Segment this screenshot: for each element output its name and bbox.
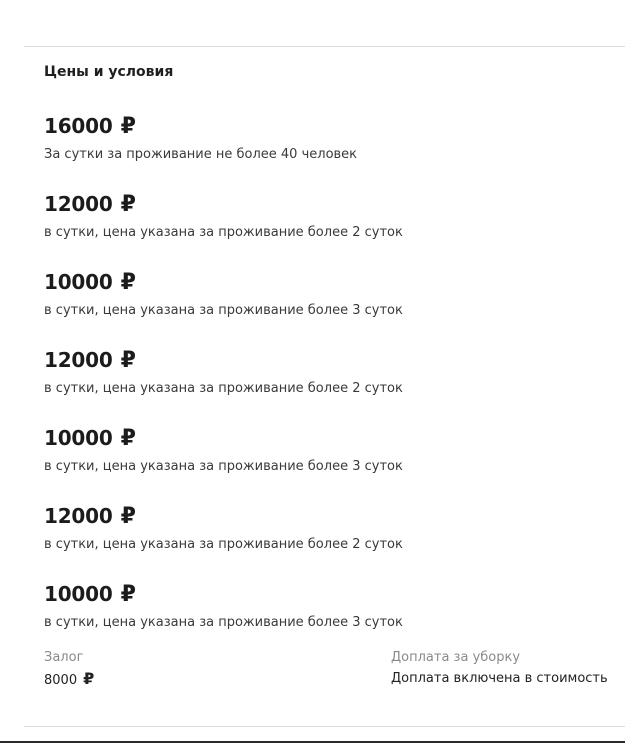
cleaning-value: Доплата включена в стоимость xyxy=(391,671,608,686)
price-item xyxy=(44,426,604,504)
price-line xyxy=(44,270,604,302)
price-item xyxy=(44,504,604,582)
price-amount: 10000 xyxy=(44,270,113,294)
deposit-value xyxy=(44,668,94,692)
extras-row xyxy=(44,648,614,698)
price-description: в сутки, цена указана за проживание более 2 суток xyxy=(44,225,403,240)
price-amount: 10000 xyxy=(44,426,113,450)
bottom-divider xyxy=(24,726,625,727)
price-line xyxy=(44,504,604,536)
ruble-icon: ₽ xyxy=(120,426,136,451)
price-item xyxy=(44,270,604,348)
ruble-icon: ₽ xyxy=(120,582,136,607)
price-line xyxy=(44,114,604,146)
price-description: в сутки, цена указана за проживание более 2 суток xyxy=(44,381,403,396)
ruble-icon: ₽ xyxy=(120,348,136,373)
ruble-icon: ₽ xyxy=(120,270,136,295)
price-description: в сутки, цена указана за проживание более 2 суток xyxy=(44,537,403,552)
price-amount: 12000 xyxy=(44,192,113,216)
ruble-icon: ₽ xyxy=(83,669,95,688)
price-description: в сутки, цена указана за проживание более 3 суток xyxy=(44,615,403,630)
price-description: в сутки, цена указана за проживание более 3 суток xyxy=(44,459,403,474)
ruble-icon: ₽ xyxy=(120,192,136,217)
deposit-block xyxy=(44,648,94,692)
price-description: в сутки, цена указана за проживание более 3 суток xyxy=(44,303,403,318)
price-item xyxy=(44,114,604,192)
price-amount: 16000 xyxy=(44,114,113,138)
cleaning-block xyxy=(391,648,608,690)
price-amount: 10000 xyxy=(44,582,113,606)
price-line xyxy=(44,582,604,614)
price-amount: 12000 xyxy=(44,504,113,528)
price-line xyxy=(44,192,604,224)
section-title: Цены и условия xyxy=(44,64,174,80)
cleaning-label: Доплата за уборку xyxy=(391,650,521,665)
price-description: За сутки за проживание не более 40 человек xyxy=(44,147,358,162)
price-line xyxy=(44,426,604,458)
ruble-icon: ₽ xyxy=(120,114,136,139)
price-list xyxy=(44,114,604,660)
deposit-label: Залог xyxy=(44,650,84,665)
deposit-amount: 8000 xyxy=(44,673,78,688)
top-divider xyxy=(24,46,625,47)
price-amount: 12000 xyxy=(44,348,113,372)
ruble-icon: ₽ xyxy=(120,504,136,529)
price-line xyxy=(44,348,604,380)
price-item xyxy=(44,348,604,426)
price-item xyxy=(44,192,604,270)
